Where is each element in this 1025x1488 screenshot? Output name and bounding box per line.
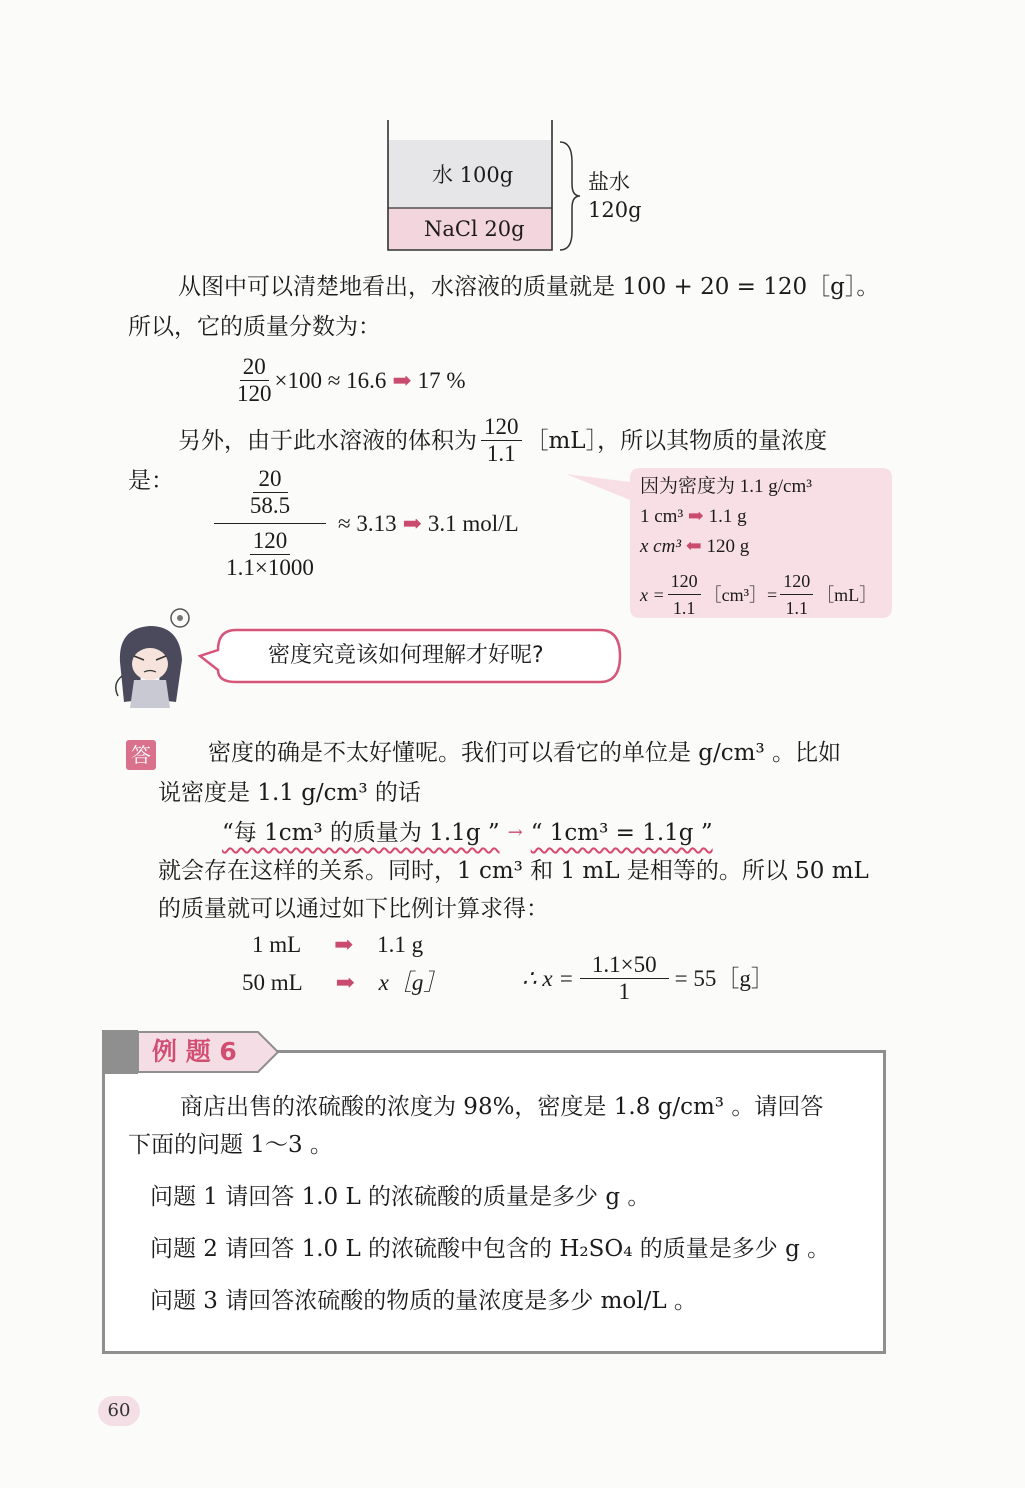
para2-line2: 是： bbox=[128, 468, 174, 494]
page-number: 60 bbox=[98, 1396, 140, 1426]
answer-badge: 答 bbox=[126, 740, 156, 770]
water-label: 水 100g bbox=[432, 163, 514, 187]
answer-line5: 的质量就可以通过如下比例计算求得： bbox=[158, 896, 549, 922]
brace-label: 盐水 120g bbox=[588, 170, 642, 222]
nacl-label: NaCl 20g bbox=[424, 217, 525, 241]
example-question-1: 问题 1 请回答 1.0 L 的浓硫酸的质量是多少 g 。 bbox=[150, 1184, 651, 1210]
para1-line2: 所以，它的质量分数为： bbox=[128, 314, 381, 340]
para2-line1: 另外，由于此水溶液的体积为 $\frac{120}{1.1}$ ［mL］，所以其物质的量浓度 bbox=[178, 414, 828, 466]
arrow-right-icon: ➡ bbox=[335, 970, 355, 995]
note-content: 因为密度为 1.1 g/cm³ 1 cm³ ➡ 1.1 g x cm³ ⬅ 120 g x = $\frac{120}{1.1}$ ［cm³］= $\frac{120}{1.1}$ ［mL］ bbox=[640, 476, 878, 618]
character-illustration bbox=[100, 604, 200, 708]
answer-line2: 说密度是 1.1 g/cm³ 的话 bbox=[158, 780, 421, 806]
arrow-right-icon: ➡ bbox=[687, 506, 704, 527]
para1-line1: 从图中可以清楚地看出，水溶液的质量就是 100 + 20 = 120［g］。 bbox=[178, 274, 880, 300]
example-question-2: 问题 2 请回答 1.0 L 的浓硫酸中包含的 H₂SO₄ 的质量是多少 g 。 bbox=[150, 1236, 831, 1262]
proportion-row-1: 1 mL ➡ 1.1 g bbox=[252, 932, 424, 957]
example-title: 例 题 6 bbox=[152, 1037, 237, 1066]
proportion-row-2: 50 mL ➡ x［g］ bbox=[242, 970, 447, 995]
question-text: 密度究竟该如何理解才好呢? bbox=[268, 643, 544, 668]
answer-quotes: “每 1cm³ 的质量为 1.1g ” → “ 1cm³ = 1.1g ” bbox=[222, 814, 713, 852]
example-line2: 下面的问题 1～3 。 bbox=[128, 1132, 333, 1158]
arrow-right-icon: ➡ bbox=[402, 510, 422, 536]
mass-fraction-formula: $\frac{20}{120}$ ×100 ≈ 16.6 ➡ 17 % bbox=[237, 354, 466, 406]
arrow-left-icon: ⬅ bbox=[685, 536, 702, 557]
brace-icon bbox=[560, 142, 580, 250]
arrow-right-icon: → bbox=[507, 822, 523, 843]
example-line1: 商店出售的浓硫酸的浓度为 98%，密度是 1.8 g/cm³ 。请回答 bbox=[180, 1094, 824, 1120]
arrow-right-icon: ➡ bbox=[334, 932, 354, 957]
answer-calculation: ∴ x = $\frac{1.1\times 50}{1}$ = 55［g］ bbox=[522, 952, 774, 1004]
example-question-3: 问题 3 请回答浓硫酸的物质的量浓度是多少 mol/L 。 bbox=[150, 1288, 697, 1314]
arrow-right-icon: ➡ bbox=[392, 367, 412, 393]
molarity-formula: $\frac{20}{58.5}$ $\frac{120}{1.1\times 1000}$ ≈ 3.13 ➡ 3.1 mol/L bbox=[214, 466, 519, 581]
answer-line4: 就会存在这样的关系。同时，1 cm³ 和 1 mL 是相等的。所以 50 mL bbox=[158, 858, 869, 884]
answer-line1: 密度的确是不太好懂呢。我们可以看它的单位是 g/cm³ 。比如 bbox=[208, 740, 842, 766]
